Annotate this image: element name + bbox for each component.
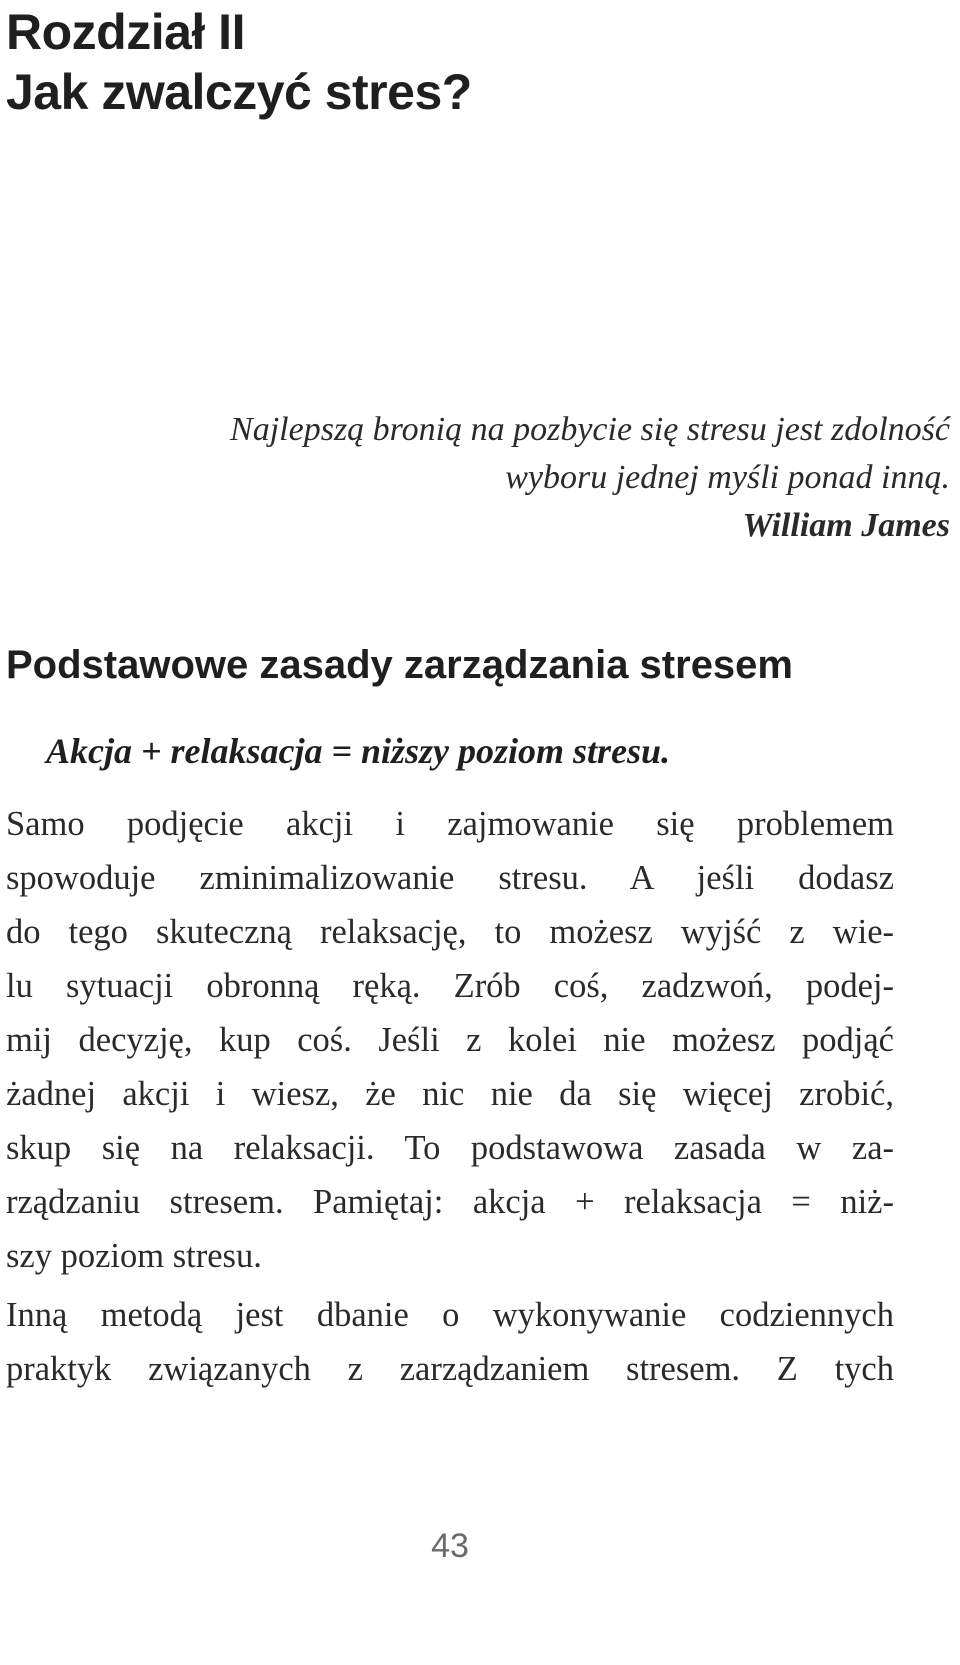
epigraph: [70, 406, 950, 550]
paragraph-line: skup się na relaksacji. To podstawowa zasada w za-: [6, 1129, 894, 1167]
paragraph-line: żadnej akcji i wiesz, że nic nie da się więcej zrobić,: [6, 1075, 894, 1113]
page-number: 43: [431, 1527, 469, 1565]
paragraph-line: do tego skuteczną relaksację, to możesz wyjść z wie-: [6, 913, 894, 951]
section-heading: Podstawowe zasady zarządzania stresem: [6, 643, 793, 687]
paragraph-line: spowoduje zminimalizowanie stresu. A jeśli dodasz: [6, 859, 894, 897]
paragraph-line: rządzaniu stresem. Pamiętaj: akcja + relaksacja = niż-: [6, 1183, 894, 1221]
epigraph-line: Najlepszą bronią na pozbycie się stresu jest zdolność: [230, 411, 950, 448]
section-subheading: Akcja + relaksacja = niższy poziom stresu.: [46, 731, 671, 771]
epigraph-line: wyboru jednej myśli ponad inną.: [505, 459, 950, 496]
paragraph-line: mij decyzję, kup coś. Jeśli z kolei nie możesz podjąć: [6, 1021, 894, 1059]
chapter-title: [6, 2, 472, 122]
paragraph-line: lu sytuacji obronną ręką. Zrób coś, zadzwoń, podej-: [6, 967, 894, 1005]
paragraph-line: Samo podjęcie akcji i zajmowanie się problemem: [6, 805, 894, 843]
paragraph-line: szy poziom stresu.: [6, 1237, 262, 1275]
body-paragraph: [6, 797, 894, 1283]
epigraph-author: William James: [742, 507, 950, 544]
paragraph-line: praktyk związanych z zarządzaniem stresem. Z tych: [6, 1350, 894, 1388]
chapter-heading: Jak zwalczyć stres?: [6, 64, 472, 120]
chapter-label: Rozdział II: [6, 4, 245, 60]
body-paragraph: [6, 1288, 894, 1396]
paragraph-line: Inną metodą jest dbanie o wykonywanie codziennych: [6, 1296, 894, 1334]
